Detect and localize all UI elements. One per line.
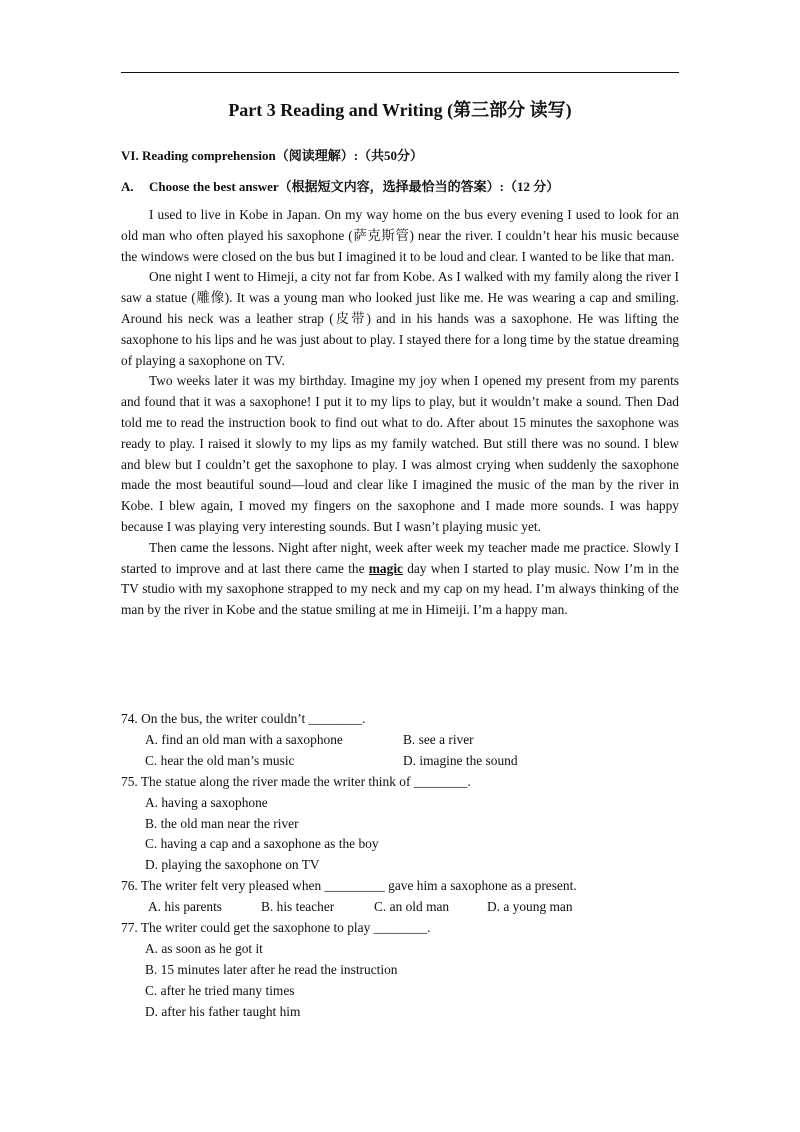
option-list bbox=[121, 793, 681, 877]
subsection-heading bbox=[121, 176, 559, 195]
option-list bbox=[121, 939, 681, 1023]
option-c[interactable]: C. having a cap and a saxophone as the boy bbox=[145, 836, 379, 852]
option-b[interactable]: B. the old man near the river bbox=[145, 815, 299, 831]
option-d[interactable]: D. a young man bbox=[487, 899, 573, 915]
option-d[interactable]: D. playing the saxophone on TV bbox=[145, 857, 320, 873]
question-stem: 76. The writer felt very pleased when _________ gave him a saxophone as a present. bbox=[121, 878, 577, 894]
question-list bbox=[121, 709, 681, 1023]
subsection-label: A. bbox=[121, 179, 134, 194]
option-c[interactable]: C. an old man bbox=[374, 899, 450, 915]
option-row bbox=[121, 897, 681, 918]
paragraph-4 bbox=[121, 538, 679, 621]
paragraph-1: I used to live in Kobe in Japan. On my way home on the bus every evening I used to look for an old man who often played his saxophone (萨克斯管) near the river. I couldn’t hear his music because the windows were closed on the bus but I imagined it to be loud and clear. I wanted to be like that man. bbox=[121, 207, 679, 264]
question-76 bbox=[121, 876, 681, 918]
top-rule bbox=[121, 72, 679, 73]
option-a[interactable]: A. his parents bbox=[148, 899, 223, 915]
paragraph-2: One night I went to Himeji, a city not far from Kobe. As I walked with my family along the river I saw a statue (雕像). It was a young man who looked just like me. He was wearing a cap and smiling. Around his neck was a leather strap (皮带) and in his hands was a saxophone. He was lifting the saxophone to his lips and he was just about to play. I stayed there for a long time by the statue dreaming of playing a saxophone on TV. bbox=[121, 269, 679, 368]
question-stem: 74. On the bus, the writer couldn’t ________. bbox=[121, 711, 366, 726]
question-74 bbox=[121, 709, 681, 772]
paragraph-4-end: day when I started to play music. Now I’m in the TV studio with my saxophone strapped to my neck and my cap on my head. I’m always thinking of the man by the river in Kobe and the statue smiling at me in Himeiji. I’m a happy man. bbox=[121, 560, 679, 618]
option-c[interactable]: C. after he tried many times bbox=[145, 982, 295, 998]
option-a[interactable]: A. having a saxophone bbox=[145, 794, 268, 810]
magic-word: magic bbox=[368, 560, 403, 576]
page-title: Part 3 Reading and Writing (第三部分 读写) bbox=[228, 100, 572, 120]
paragraph-4-start: Then came the lessons. Night after night, week after week my teacher made me practice. Slowly I started to improve and at last there came the bbox=[121, 539, 679, 576]
question-stem: 75. The statue along the river made the writer think of ________. bbox=[121, 773, 471, 789]
option-c[interactable]: C. hear the old man’s music bbox=[145, 752, 295, 768]
reading-passage bbox=[121, 205, 679, 621]
question-75 bbox=[121, 772, 681, 877]
option-b[interactable]: B. see a river bbox=[403, 731, 474, 747]
paragraph-3: Two weeks later it was my birthday. Imagine my joy when I opened my present from my parents and found that it was a saxophone! I put it to my lips to play, but it wouldn’t make a sound. Then Dad told me to read the instruction book to find out what to do. After about 15 minutes the saxophone was ready to play. I raised it slowly to my lips as my family watched. But still there was no sound. I blew and blew but I couldn’t get the saxophone to play. I was almost crying when suddenly the saxophone made the most beautiful sound—loud and clear like I imagined the music of the man by the river in Kobe. I blew again, I moved my fingers on the saxophone and I made more sounds. I was happy because I was playing very interesting sounds. But I wasn’t playing music yet. bbox=[121, 373, 679, 534]
option-a[interactable]: A. as soon as he got it bbox=[145, 940, 263, 956]
option-grid bbox=[121, 730, 681, 772]
option-b[interactable]: B. 15 minutes later after he read the instruction bbox=[145, 961, 398, 977]
option-d[interactable]: D. after his father taught him bbox=[145, 1003, 301, 1019]
option-a[interactable]: A. find an old man with a saxophone bbox=[145, 731, 343, 747]
option-d[interactable]: D. imagine the sound bbox=[403, 752, 518, 768]
section-heading: VI. Reading comprehension（阅读理解）:（共50分） bbox=[121, 148, 424, 163]
question-stem: 77. The writer could get the saxophone to play ________. bbox=[121, 920, 431, 936]
subsection-text: Choose the best answer（根据短文内容，选择最恰当的答案）:（12 分） bbox=[149, 179, 560, 194]
option-b[interactable]: B. his teacher bbox=[261, 899, 335, 915]
question-77 bbox=[121, 918, 681, 1023]
